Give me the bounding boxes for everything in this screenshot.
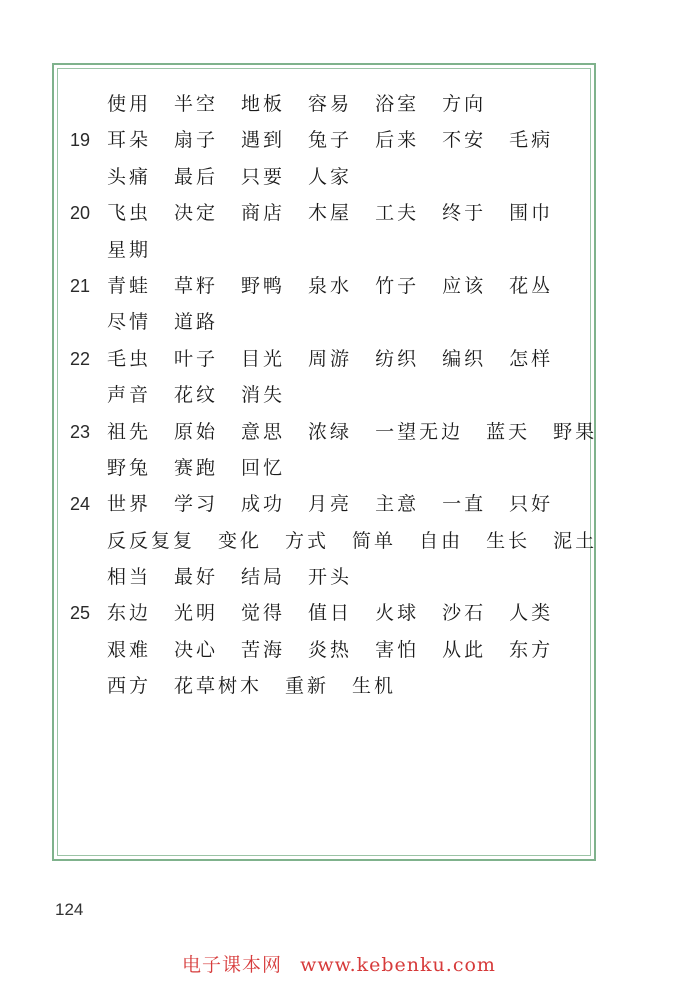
word-group — [107, 159, 375, 195]
vocab-word: 星期 — [107, 238, 152, 261]
word-group — [107, 341, 576, 377]
vocab-word: 目光 — [241, 347, 286, 370]
vocab-word: 一直 — [442, 493, 487, 516]
word-group — [107, 595, 576, 631]
vocab-word: 地板 — [241, 93, 286, 115]
vocab-row — [70, 86, 580, 122]
vocab-word: 半空 — [174, 93, 219, 115]
vocab-word: 结局 — [241, 566, 286, 589]
vocab-word: 反反复复 — [107, 529, 196, 552]
vocab-word: 野果 — [553, 420, 598, 443]
vocab-word: 容易 — [308, 93, 353, 115]
word-group — [107, 486, 576, 522]
lesson-number: 20 — [70, 203, 91, 224]
word-group — [107, 668, 419, 704]
vocab-word: 泉水 — [308, 274, 353, 297]
vocab-word: 决心 — [174, 638, 219, 661]
vocab-word: 只要 — [241, 165, 286, 188]
lesson-number: 23 — [70, 421, 91, 442]
vocab-word: 月亮 — [308, 493, 353, 516]
vocab-word: 工夫 — [375, 202, 420, 225]
lesson-number: 21 — [70, 275, 91, 296]
vocab-word: 声音 — [107, 384, 152, 407]
vocab-word: 青蛙 — [107, 274, 152, 297]
lesson-number: 22 — [70, 348, 91, 369]
vocab-word: 变化 — [218, 529, 263, 552]
vocab-row — [70, 304, 580, 340]
vocab-row — [70, 450, 580, 486]
vocab-word: 花纹 — [174, 384, 219, 407]
vocab-word: 自由 — [419, 529, 464, 552]
vocab-word: 兔子 — [308, 129, 353, 152]
vocab-word: 开头 — [308, 566, 353, 589]
word-group — [107, 122, 576, 158]
vocab-word: 主意 — [375, 493, 420, 516]
vocab-word: 终于 — [442, 202, 487, 225]
vocab-word: 生机 — [352, 675, 397, 698]
vocab-row — [70, 414, 598, 450]
vocab-word: 意思 — [241, 420, 286, 443]
word-group — [107, 195, 576, 231]
vocab-word: 浓绿 — [308, 420, 353, 443]
vocab-word: 火球 — [375, 602, 420, 625]
vocab-row — [70, 668, 580, 704]
lesson-number: 19 — [70, 130, 91, 151]
vocab-word: 东方 — [509, 638, 554, 661]
vocab-row — [70, 341, 580, 377]
vocab-row — [70, 523, 598, 559]
vocab-word: 只好 — [509, 493, 554, 516]
word-group — [107, 377, 308, 413]
vocab-word: 花草树木 — [174, 675, 263, 698]
vocab-word: 野鸭 — [241, 274, 286, 297]
vocab-word: 毛虫 — [107, 347, 152, 370]
vocab-word: 使用 — [107, 93, 152, 115]
vocab-word: 叶子 — [174, 347, 219, 370]
vocab-word: 耳朵 — [107, 129, 152, 152]
vocab-word: 一望无边 — [375, 420, 464, 443]
vocab-word: 木屋 — [308, 202, 353, 225]
vocab-row — [70, 632, 580, 668]
vocab-word: 草籽 — [174, 274, 219, 297]
vocab-word: 人类 — [509, 602, 554, 625]
vocab-row — [70, 122, 580, 158]
vocab-word: 学习 — [174, 493, 219, 516]
vocab-row — [70, 377, 580, 413]
vocab-word: 光明 — [174, 602, 219, 625]
word-group — [107, 523, 620, 559]
vocab-word: 野兔 — [107, 456, 152, 479]
lesson-number: 25 — [70, 603, 91, 624]
vocab-word: 回忆 — [241, 456, 286, 479]
vocab-word: 飞虫 — [107, 202, 152, 225]
vocab-word: 毛病 — [509, 129, 554, 152]
vocab-word: 应该 — [442, 274, 487, 297]
vocab-word: 害怕 — [375, 638, 420, 661]
page-number: 124 — [55, 900, 84, 919]
lesson-number: 24 — [70, 494, 91, 515]
vocab-word: 泥土 — [553, 529, 598, 552]
vocab-word: 周游 — [308, 347, 353, 370]
vocab-word: 消失 — [241, 384, 286, 407]
vocab-word: 道路 — [174, 311, 219, 334]
vocab-word: 花丛 — [509, 274, 554, 297]
vocab-word: 浴室 — [375, 93, 420, 115]
vocab-row — [70, 595, 580, 631]
word-group — [107, 268, 576, 304]
word-group — [107, 304, 241, 340]
vocab-word: 决定 — [174, 202, 219, 225]
vocab-word: 蓝天 — [486, 420, 531, 443]
vocab-word: 祖先 — [107, 420, 152, 443]
vocab-word: 方式 — [285, 529, 330, 552]
word-group — [107, 414, 620, 450]
vocab-word: 不安 — [442, 129, 487, 152]
vocab-word: 商店 — [241, 202, 286, 225]
vocab-word: 从此 — [442, 638, 487, 661]
vocab-word: 后来 — [375, 129, 420, 152]
vocab-word: 重新 — [285, 675, 330, 698]
vocab-word: 方向 — [442, 93, 487, 115]
vocab-word: 苦海 — [241, 638, 286, 661]
vocab-word: 尽情 — [107, 311, 152, 334]
vocab-word: 艰难 — [107, 638, 152, 661]
vocab-word: 世界 — [107, 493, 152, 516]
vocab-word: 炎热 — [308, 638, 353, 661]
vocab-word: 遇到 — [241, 129, 286, 152]
vocab-row — [70, 559, 580, 595]
vocab-row — [70, 268, 580, 304]
vocab-word: 最好 — [174, 566, 219, 589]
vocabulary-list — [70, 86, 598, 705]
vocab-word: 原始 — [174, 420, 219, 443]
vocab-row — [70, 159, 580, 195]
word-group — [107, 559, 375, 595]
vocab-word: 竹子 — [375, 274, 420, 297]
vocab-word: 头痛 — [107, 165, 152, 188]
vocab-row — [70, 486, 580, 522]
watermark-url: www.kebenku.com — [300, 954, 496, 976]
vocab-row — [70, 195, 580, 231]
vocab-word: 西方 — [107, 675, 152, 698]
vocab-word: 怎样 — [509, 347, 554, 370]
word-group — [107, 632, 576, 668]
vocab-word: 觉得 — [241, 602, 286, 625]
vocab-word: 扇子 — [174, 129, 219, 152]
vocab-word: 赛跑 — [174, 456, 219, 479]
vocab-word: 最后 — [174, 165, 219, 188]
vocab-word: 简单 — [352, 529, 397, 552]
watermark — [0, 950, 678, 977]
vocab-word: 相当 — [107, 566, 152, 589]
vocab-word: 沙石 — [442, 602, 487, 625]
vocab-word: 东边 — [107, 602, 152, 625]
vocab-word: 人家 — [308, 165, 353, 188]
word-group — [107, 450, 308, 486]
vocab-word: 纺织 — [375, 347, 420, 370]
vocab-word: 编织 — [442, 347, 487, 370]
word-group — [107, 232, 174, 268]
vocab-word: 成功 — [241, 493, 286, 516]
vocab-word: 围巾 — [509, 202, 554, 225]
watermark-site-name: 电子课本网 — [182, 954, 283, 976]
vocab-row — [70, 232, 580, 268]
vocab-word: 生长 — [486, 529, 531, 552]
vocab-word: 值日 — [308, 602, 353, 625]
word-group — [107, 86, 509, 122]
